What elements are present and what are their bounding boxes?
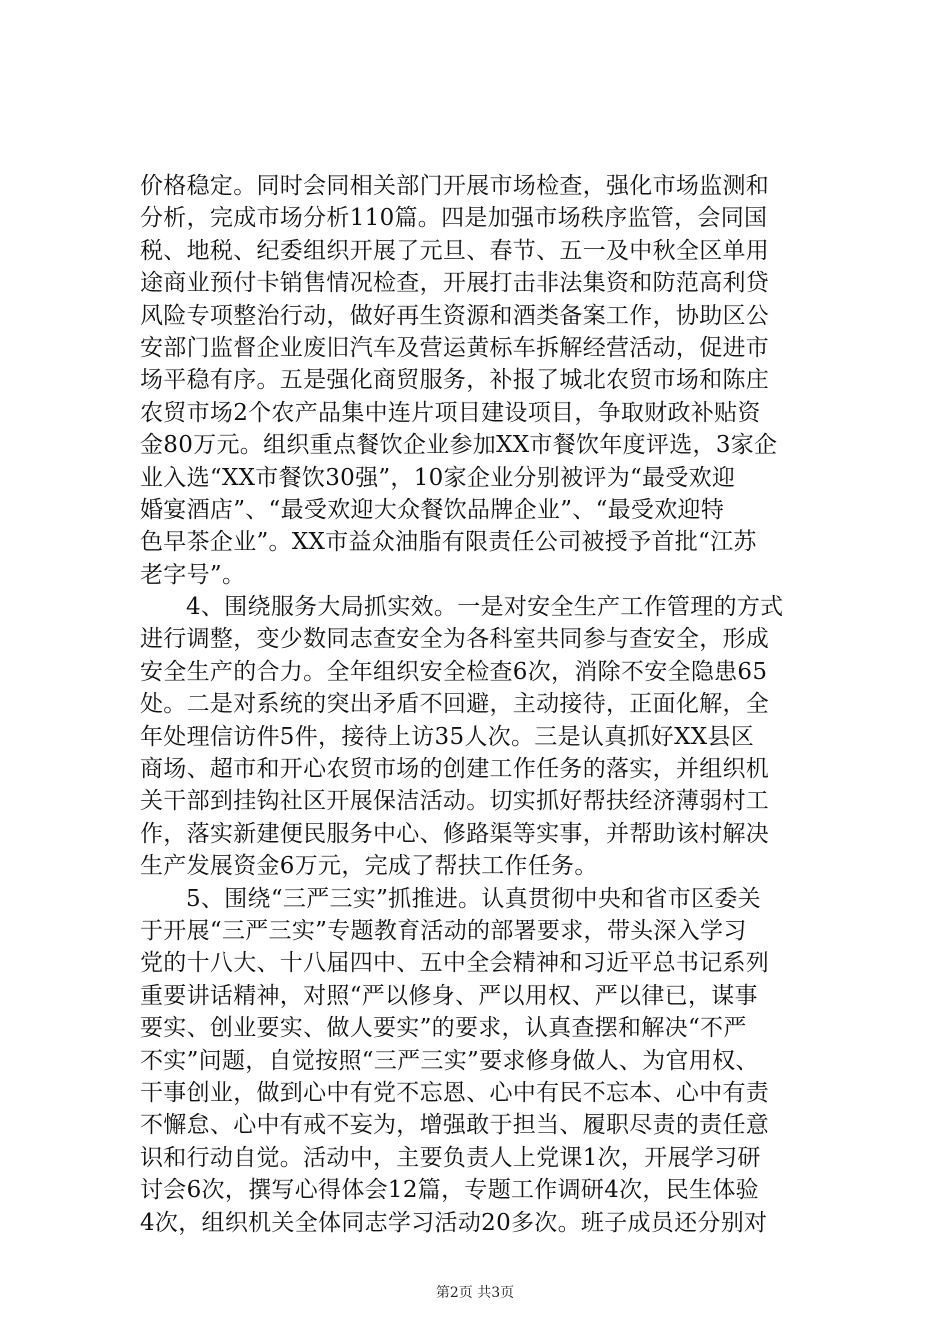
text-line: 安全生产的合力。全年组织安全检查6次，消除不安全隐患65 <box>140 658 768 685</box>
text-line: 风险专项整治行动，做好再生资源和酒类备案工作，协助区公 <box>140 302 770 329</box>
text-line: 关干部到挂钩社区开展保洁活动。切实抓好帮扶经济薄弱村工 <box>140 788 770 815</box>
text-line: 不懈怠、心中有戒不妄为，增强敢于担当、履职尽责的责任意 <box>140 1112 770 1139</box>
text-line: 税、地税、纪委组织开展了元旦、春节、五一及中秋全区单用 <box>140 237 770 264</box>
text-line: 干事创业，做到心中有党不忘恩、心中有民不忘本、心中有责 <box>140 1079 770 1106</box>
document-body <box>140 170 840 1239</box>
text-line: 商场、超市和开心农贸市场的创建工作任务的落实，并组织机 <box>140 756 770 783</box>
text-line: 业入选“XX市餐饮30强”，10家企业分别被评为“最受欢迎 <box>140 464 736 491</box>
text-line: 价格稳定。同时会同相关部门开展市场检查，强化市场监测和 <box>140 173 770 199</box>
text-line: 婚宴酒店”、“最受欢迎大众餐饮品牌企业”、“最受欢迎特 <box>140 496 725 523</box>
text-line: 讨会6次，撰写心得体会12篇，专题工作调研4次，民生体验 <box>140 1177 759 1204</box>
text-line: 生产发展资金6万元，完成了帮扶工作任务。 <box>140 853 598 880</box>
text-line: 识和行动自觉。活动中，主要负责人上党课1次，开展学习研 <box>140 1144 761 1171</box>
text-line: 进行调整，变少数同志查安全为各科室共同参与查安全，形成 <box>140 626 770 653</box>
text-line: 安部门监督企业废旧汽车及营运黄标车拆解经营活动，促进市 <box>140 334 770 361</box>
paragraph-start-line: 5、围绕“三严三实”抓推进。认真贯彻中央和省市区委关 <box>186 885 761 912</box>
page-footer <box>0 1284 950 1302</box>
page-number-label: 第2页 共3页 <box>435 1285 515 1301</box>
text-line: 于开展“三严三实”专题教育活动的部署要求，带头深入学习 <box>140 917 747 944</box>
text-line: 作，落实新建便民服务中心、修路渠等实事，并帮助该村解决 <box>140 820 770 847</box>
text-line: 分析，完成市场分析110篇。四是加强市场秩序监管，会同国 <box>140 205 768 232</box>
text-line: 老字号”。 <box>140 561 246 588</box>
text-line: 场平稳有序。五是强化商贸服务，补报了城北农贸市场和陈庄 <box>140 367 770 394</box>
text-line: 要实、创业要实、做人要实”的要求，认真查摆和解决“不严 <box>140 1015 747 1042</box>
text-line: 处。二是对系统的突出矛盾不回避，主动接待，正面化解，全 <box>140 691 770 718</box>
text-line: 色早茶企业”。XX市益众油脂有限责任公司被授予首批“江苏 <box>140 529 757 556</box>
text-line: 重要讲话精神，对照“严以修身、严以用权、严以律已，谋事 <box>140 982 758 1009</box>
text-line: 年处理信访件5件，接待上访35人次。三是认真抓好XX县区 <box>140 723 755 750</box>
text-line: 不实”问题，自觉按照“三严三实”要求修身做人、为官用权、 <box>140 1047 759 1074</box>
text-line: 途商业预付卡销售情况检查，开展打击非法集资和防范高利贷 <box>140 270 770 297</box>
text-line: 4次，组织机关全体同志学习活动20多次。班子成员还分别对 <box>140 1209 768 1236</box>
text-line: 农贸市场2个农产品集中连片项目建设项目，争取财政补贴资 <box>140 399 761 426</box>
text-line: 金80万元。组织重点餐饮企业参加XX市餐饮年度评选，3家企 <box>140 432 778 459</box>
text-line: 党的十八大、十八届四中、五中全会精神和习近平总书记系列 <box>140 950 770 977</box>
paragraph-start-line: 4、围绕服务大局抓实效。一是对安全生产工作管理的方式 <box>186 594 784 621</box>
